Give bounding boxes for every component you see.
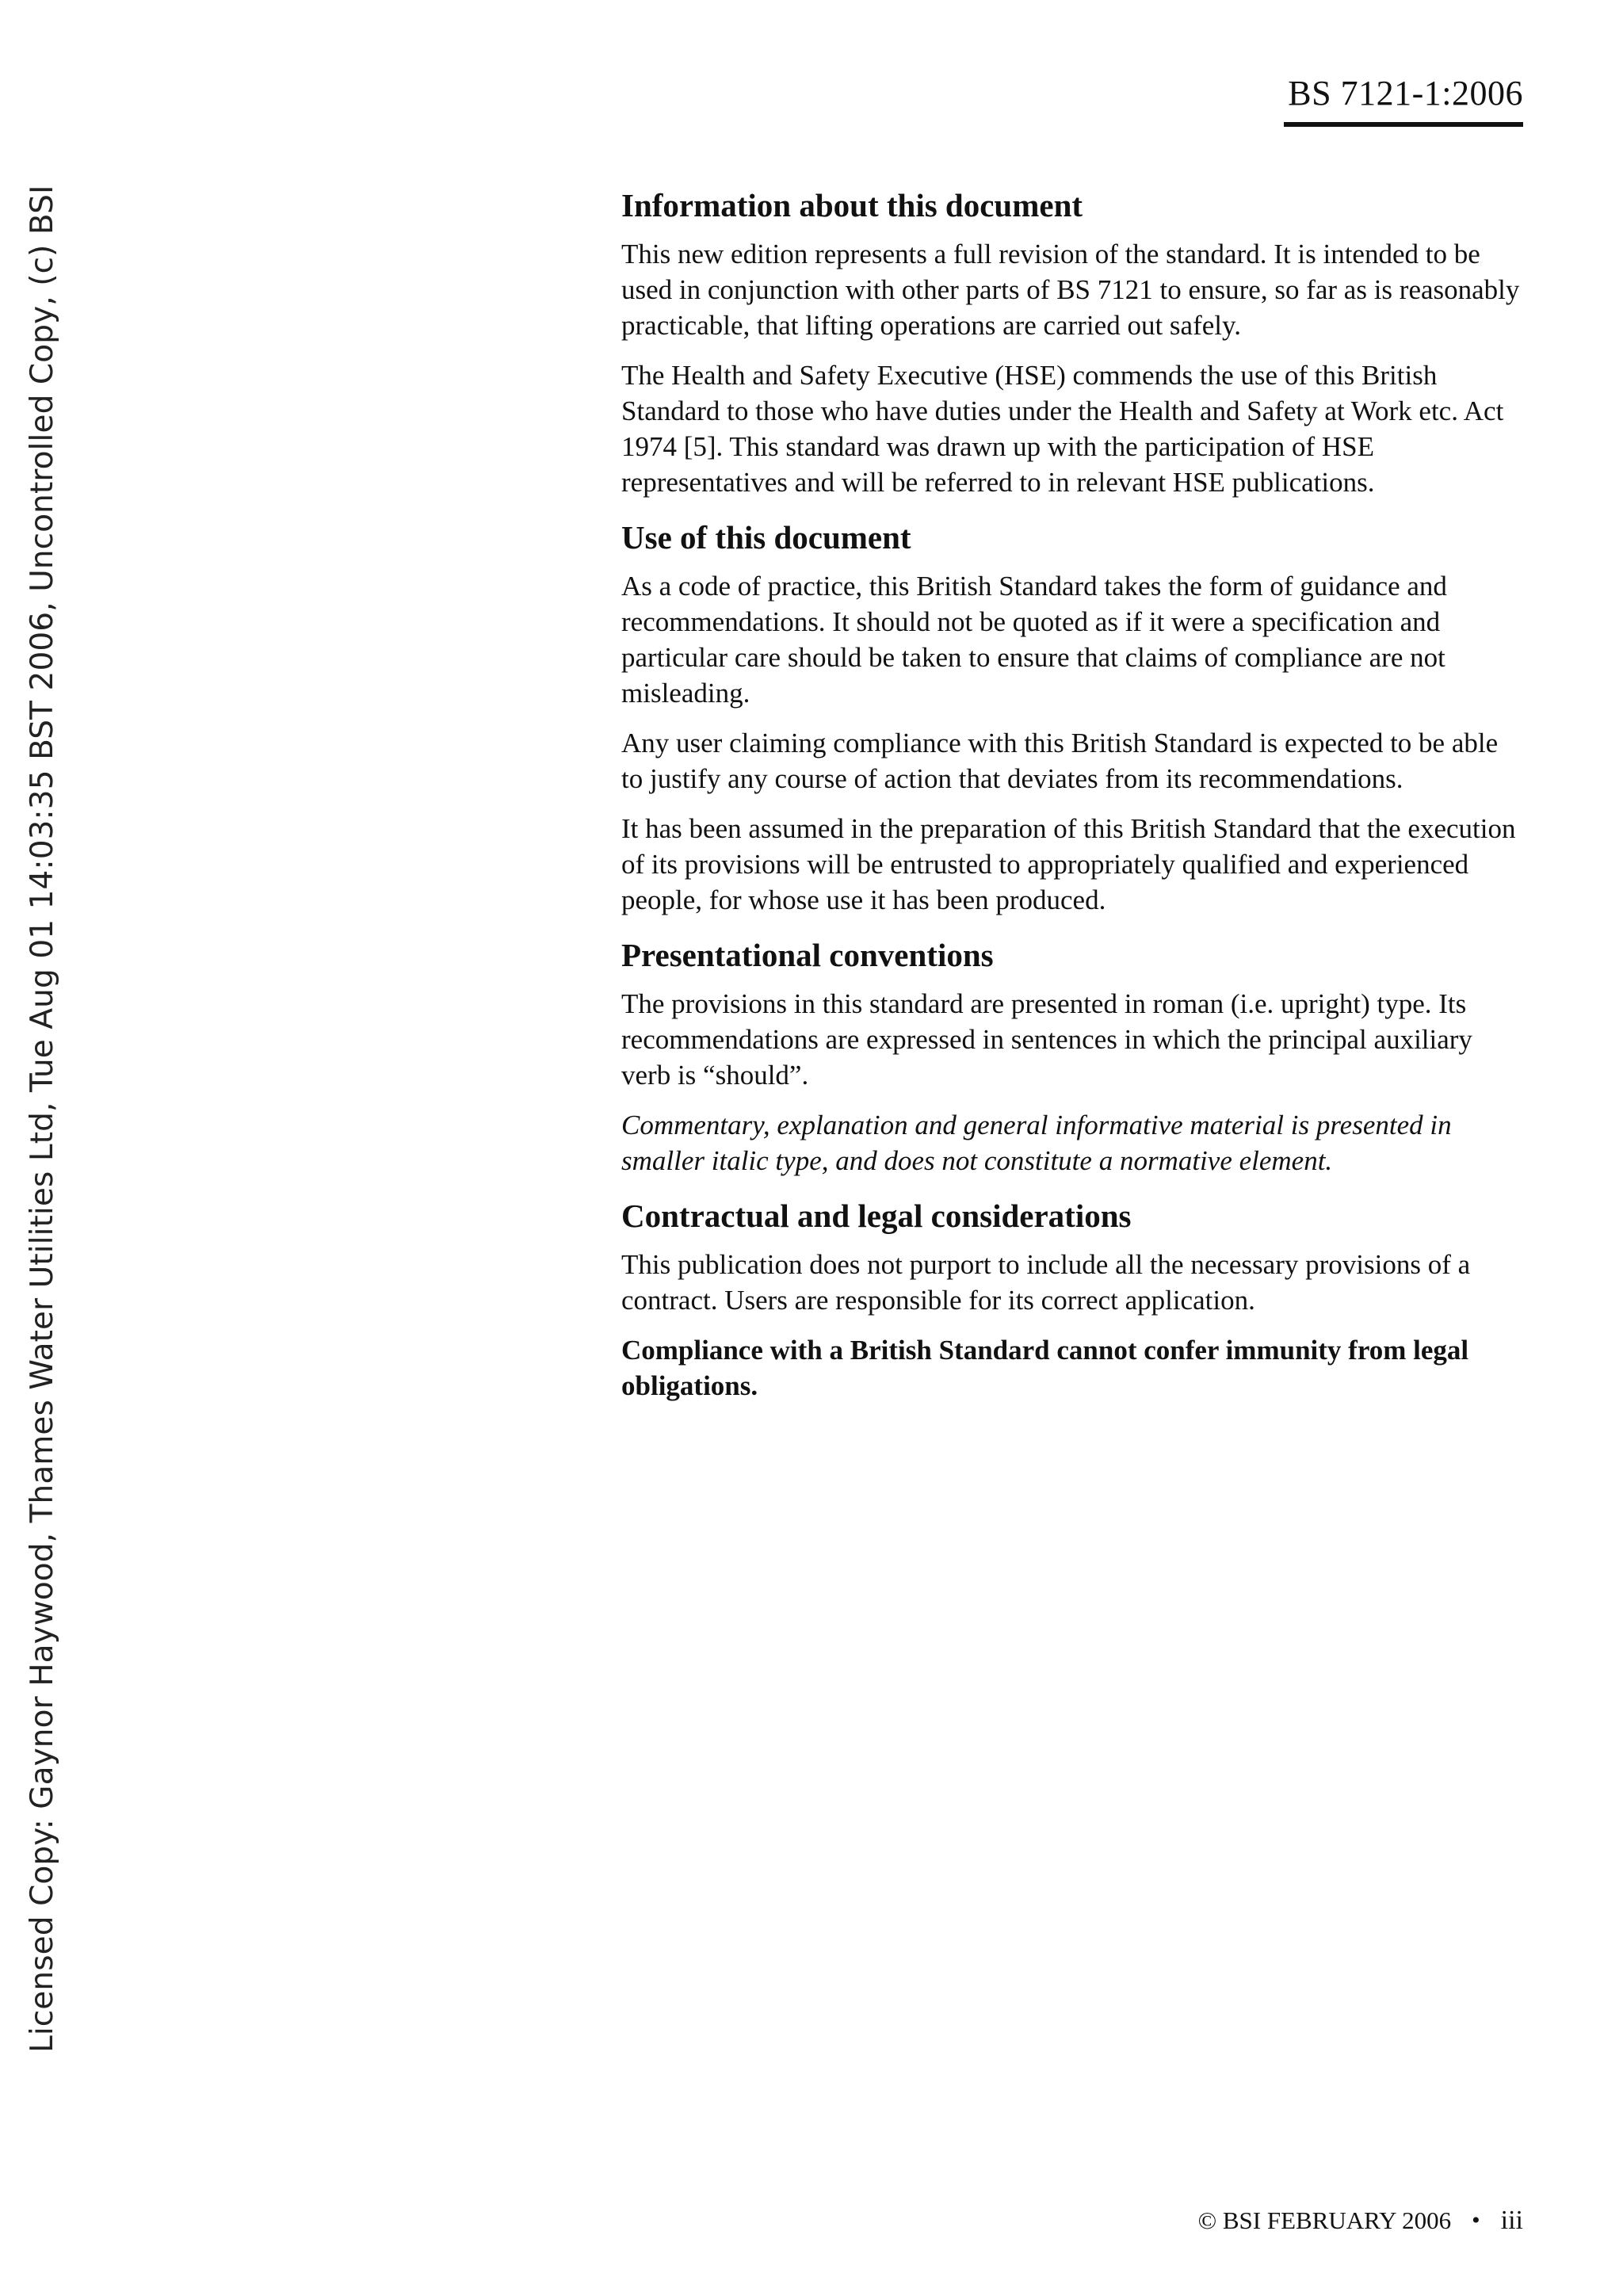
commentary-paragraph: Commentary, explanation and general informative material is presented in smaller italic type, and does not constitute a normative element. — [621, 1110, 1452, 1176]
paragraph: This publication does not purport to include all the necessary provisions of a contract. Users are responsible for its correct application. — [621, 1249, 1471, 1316]
paragraph: It has been assumed in the preparation of this British Standard that the execution of its provisions will be entrusted to appropriately qualified and experienced people, for whose use it has been produced. — [621, 813, 1516, 915]
footer-separator: • — [1472, 2207, 1480, 2233]
header-double-rule — [1284, 122, 1523, 127]
page-number: iii — [1500, 2206, 1523, 2235]
main-content — [621, 185, 1525, 1421]
section-use — [621, 518, 1525, 918]
paragraph: The provisions in this standard are presented in roman (i.e. upright) type. Its recommendations are expressed in sentences in which the principal auxiliary verb is “should”. — [621, 988, 1472, 1091]
compliance-notice: Compliance with a British Standard cannot confer immunity from legal obligations. — [621, 1335, 1469, 1401]
section-information — [621, 185, 1525, 500]
paragraph: Any user claiming compliance with this British Standard is expected to be able to justify any course of action that deviates from its recommendations. — [621, 728, 1499, 794]
page-footer — [1198, 2205, 1523, 2237]
paragraph: This new edition represents a full revision of the standard. It is intended to be used in conjunction with other parts of BS 7121 to ensure, so far as is reasonably practicable, that lifting operations are carried out safely. — [621, 239, 1520, 341]
section-heading: Contractual and legal considerations — [621, 1198, 1132, 1234]
section-heading: Use of this document — [621, 519, 911, 556]
page-header — [1284, 76, 1523, 127]
document-code: BS 7121-1:2006 — [1288, 74, 1523, 113]
copyright-text: © BSI FEBRUARY 2006 — [1197, 2206, 1452, 2234]
section-contractual-legal — [621, 1196, 1525, 1404]
paragraph: The Health and Safety Executive (HSE) commends the use of this British Standard to those who have duties under the Health and Safety at Work etc. Act 1974 [5]. This standard was drawn up with the participation of HSE representatives and will be referred to in relevant HSE publications. — [621, 360, 1504, 498]
section-heading: Presentational conventions — [621, 937, 994, 973]
license-watermark-text: Licensed Copy: Gaynor Haywood, Thames Water Utilities Ltd, Tue Aug 01 14:03:35 BST 2006, Uncontrolled Copy, (c) BSI — [25, 185, 60, 2053]
section-heading: Information about this document — [621, 187, 1083, 223]
section-presentational-conventions — [621, 935, 1525, 1179]
paragraph: As a code of practice, this British Standard takes the form of guidance and recommendations. It should not be quoted as if it were a specification and particular care should be taken to ensure that claims of compliance are not misleading. — [621, 571, 1447, 709]
license-watermark — [19, 185, 67, 2053]
